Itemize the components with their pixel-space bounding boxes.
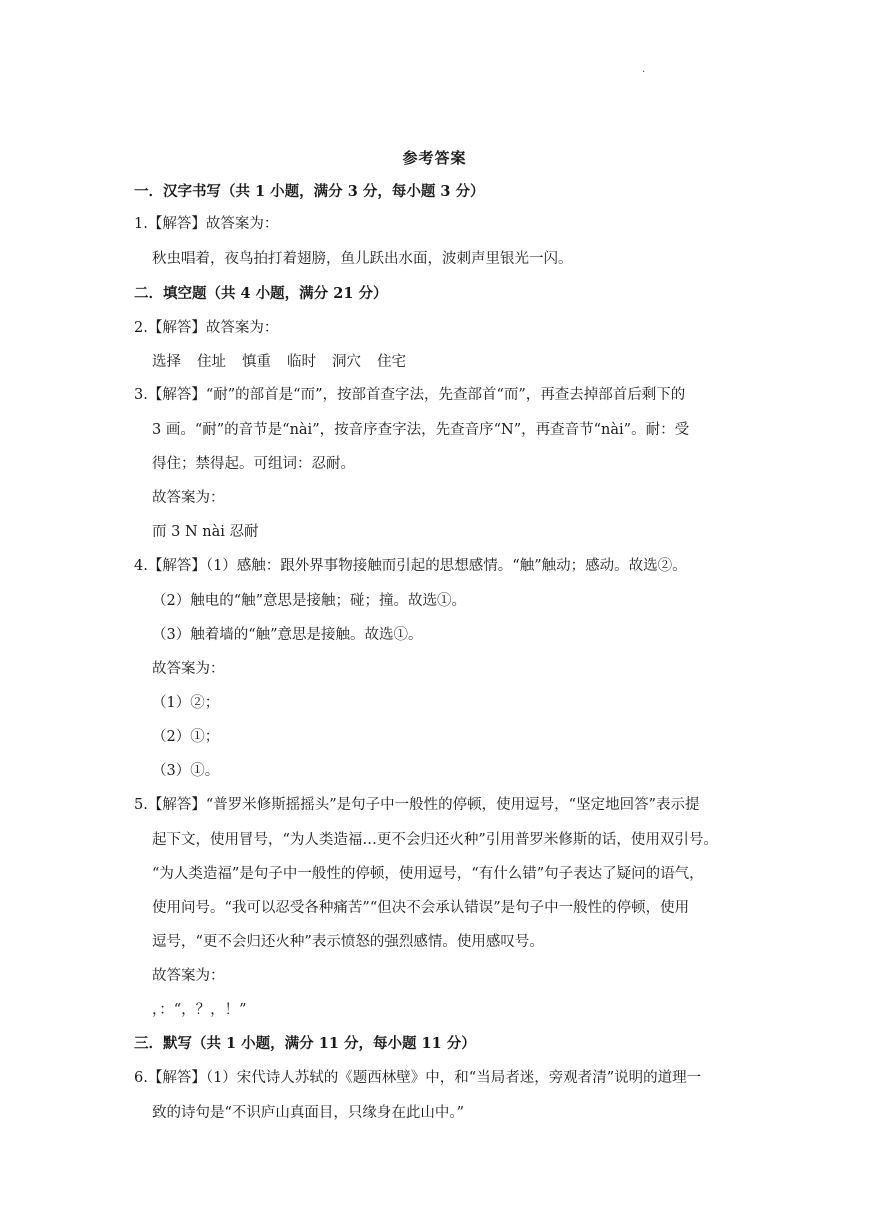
q3-answer-label: 故答案为： bbox=[152, 490, 225, 506]
q4-answer-3: （3）①。 bbox=[152, 763, 220, 779]
q2-head: 2.【解答】故答案为： bbox=[134, 320, 279, 336]
q3-line-2: 3 画。“耐”的音节是“nài”，按音序查字法，先查音序“N”，再查音节“nài”。耐：受 bbox=[152, 422, 690, 438]
q5-line-1: 5.【解答】“普罗米修斯摇摇头”是句子中一般性的停顿，使用逗号，“坚定地回答”表示提 bbox=[134, 797, 700, 813]
q3-answer: 而 3 N nài 忍耐 bbox=[152, 524, 259, 540]
section-heading-1: 一．汉字书写（共 1 小题，满分 3 分，每小题 3 分） bbox=[134, 183, 485, 200]
q2-word: 住宅 bbox=[377, 354, 406, 370]
q6-line-1: 6.【解答】（1）宋代诗人苏轼的《题西林壁》中，和“当局者迷，旁观者清”说明的道理一 bbox=[134, 1070, 702, 1086]
q5-line-4: 使用问号。“我可以忍受各种痛苦”“但决不会承认错误”是句子中一般性的停顿，使用 bbox=[152, 900, 690, 916]
q2-word-list bbox=[152, 352, 406, 372]
q5-answer: ，：“，？，！” bbox=[152, 1002, 247, 1018]
header-dot: . bbox=[642, 64, 646, 75]
q4-line-3: （3）触着墙的“触”意思是接触。故选①。 bbox=[152, 627, 423, 643]
q4-line-2: （2）触电的“触”意思是接触；碰；撞。故选①。 bbox=[152, 593, 467, 609]
q2-word: 选择 bbox=[152, 354, 181, 370]
q6-line-2: 致的诗句是“不识庐山真面目，只缘身在此山中。” bbox=[152, 1105, 465, 1121]
section-heading-3: 三．默写（共 1 小题，满分 11 分，每小题 11 分） bbox=[134, 1035, 476, 1052]
q2-word: 住址 bbox=[197, 354, 226, 370]
q2-word: 慎重 bbox=[242, 354, 271, 370]
q4-line-1: 4.【解答】（1）感触：跟外界事物接触而引起的思想感情。“触”触动；感动。故选②。 bbox=[134, 558, 687, 574]
page-title: 参考答案 bbox=[402, 149, 467, 167]
q2-word: 临时 bbox=[287, 354, 316, 370]
q4-answer-label: 故答案为： bbox=[152, 661, 225, 677]
q4-answer-1: （1）②； bbox=[152, 695, 220, 711]
q4-answer-2: （2）①； bbox=[152, 729, 220, 745]
q3-line-1: 3.【解答】“耐”的部首是“而”，按部首查字法，先查部首“而”，再查去掉部首后剩下的 bbox=[134, 387, 686, 403]
q5-line-2: 起下文，使用冒号，“为人类造福…更不会归还火种”引用普罗米修斯的话，使用双引号。 bbox=[152, 832, 718, 848]
q5-answer-label: 故答案为： bbox=[152, 968, 225, 984]
q5-line-3: “为人类造福”是句子中一般性的停顿，使用逗号，“有什么错”句子表达了疑问的语气， bbox=[152, 866, 704, 882]
q1-answer: 秋虫唱着，夜鸟拍打着翅膀，鱼儿跃出水面，波刺声里银光一闪。 bbox=[152, 251, 573, 267]
q1-head: 1.【解答】故答案为： bbox=[134, 216, 279, 232]
q5-line-5: 逗号，“更不会归还火种”表示愤怒的强烈感情。使用感叹号。 bbox=[152, 934, 544, 950]
q2-word: 洞穴 bbox=[332, 354, 361, 370]
section-heading-2: 二．填空题（共 4 小题，满分 21 分） bbox=[134, 285, 388, 302]
q3-line-3: 得住；禁得起。可组词：忍耐。 bbox=[152, 456, 355, 472]
